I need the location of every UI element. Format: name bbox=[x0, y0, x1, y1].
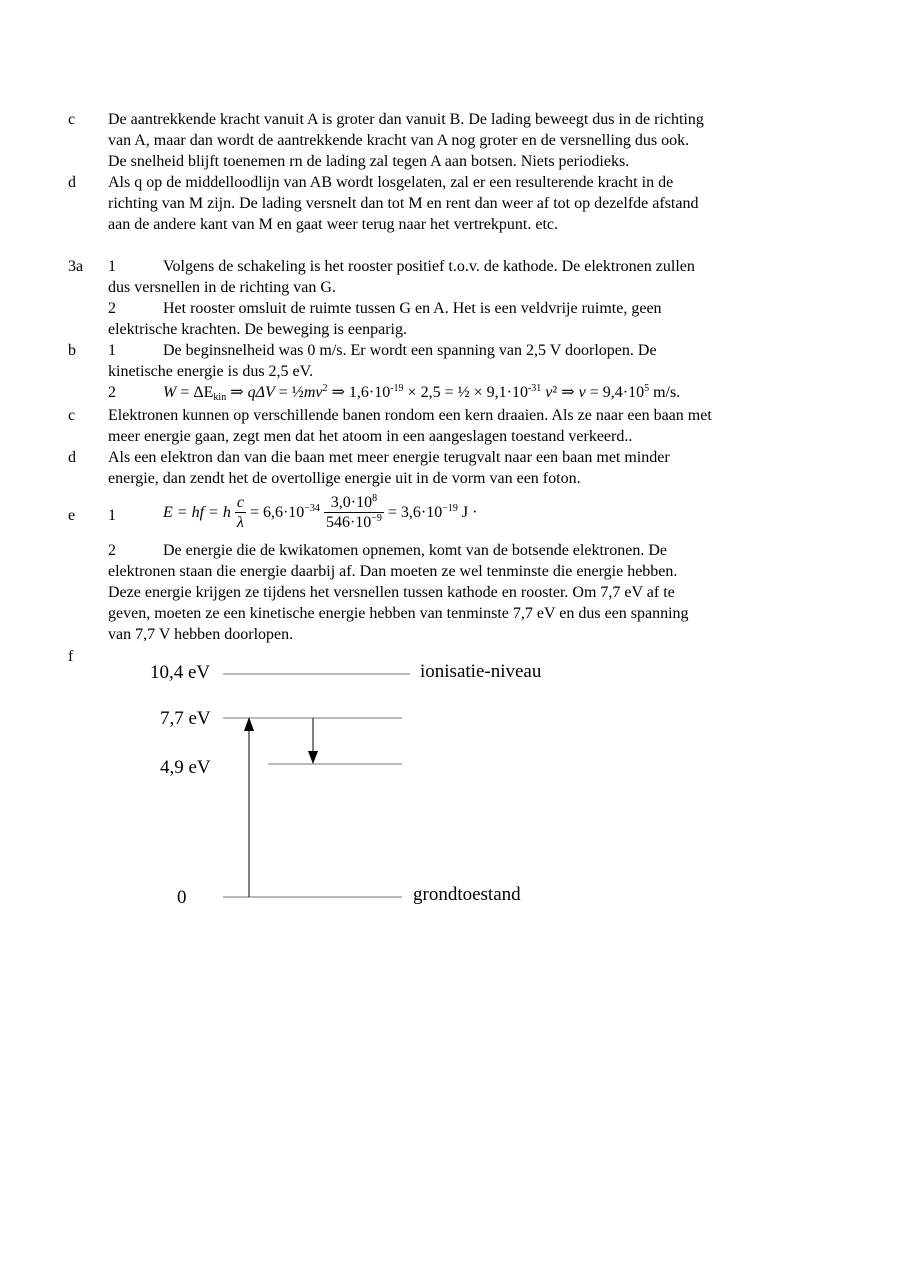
formula-part: v bbox=[545, 384, 553, 401]
formula-superscript: −34 bbox=[304, 503, 320, 514]
formula-part: J · bbox=[457, 504, 478, 521]
text-line: dus versnellen in de richting van G. bbox=[108, 279, 336, 296]
item-label: d bbox=[68, 449, 76, 466]
formula-part: v bbox=[578, 384, 586, 401]
formula-part: = 6,6·10 bbox=[249, 504, 305, 521]
text-line: De aantrekkende kracht vanuit A is groter dan vanuit B. De lading beweegt dus in de richting bbox=[108, 111, 704, 128]
text-line: geven, moeten ze een kinetische energie hebben van tenminste 7,7 eV en dus een spanning bbox=[108, 605, 689, 622]
item-label: e bbox=[68, 507, 76, 524]
excitation-arrowhead bbox=[244, 717, 254, 731]
formula-part: E bbox=[163, 504, 173, 521]
formula-part: m/s. bbox=[649, 384, 681, 401]
text-line: Als een elektron dan van die baan met meer energie terugvalt naar een baan met minder bbox=[108, 449, 670, 466]
fraction-numerator: c bbox=[236, 494, 244, 511]
formula-superscript: -31 bbox=[527, 383, 542, 394]
sub-item-number: 2 bbox=[108, 300, 116, 317]
sub-item-number: 2 bbox=[108, 542, 116, 559]
item-label: b bbox=[68, 342, 76, 359]
formula-part: ⇒ bbox=[226, 384, 248, 401]
formula-part: 546·10 bbox=[325, 514, 372, 531]
text-line: aan de andere kant van M en gaat weer terug naar het vertrekpunt. etc. bbox=[108, 216, 558, 233]
formula-superscript: −19 bbox=[442, 503, 458, 514]
text-line: Elektronen kunnen op verschillende banen rondom een kern draaien. Als ze naar een baan met bbox=[108, 407, 712, 424]
text-line: Deze energie krijgen ze tijdens het versnellen tussen kathode en rooster. Om 7,7 eV af te bbox=[108, 584, 675, 601]
formula-superscript: −9 bbox=[371, 513, 382, 524]
text-line: elektrische krachten. De beweging is eenparig. bbox=[108, 321, 407, 338]
item-label: d bbox=[68, 174, 76, 191]
formula-superscript: 2 bbox=[322, 383, 328, 394]
sub-item-number: 1 bbox=[108, 507, 116, 524]
item-label: f bbox=[68, 648, 74, 665]
sub-item-number: 1 bbox=[108, 258, 116, 275]
formula-part: qΔV bbox=[247, 384, 275, 401]
formula-superscript: 5 bbox=[644, 383, 650, 394]
formula-part: = 9,4·10 bbox=[585, 384, 645, 401]
formula-part: ² bbox=[552, 384, 558, 401]
formula-part: = ΔE bbox=[176, 384, 214, 401]
text-line: elektronen staan die energie daarbij af. Dan moeten ze wel tenminste die energie hebben. bbox=[108, 563, 678, 580]
text-line: De beginsnelheid was 0 m/s. Er wordt een spanning van 2,5 V doorlopen. De bbox=[163, 342, 657, 359]
item-label: c bbox=[68, 407, 76, 424]
formula-part: × 2,5 = ½ × 9,1·10 bbox=[403, 384, 528, 401]
sub-item-number: 2 bbox=[108, 384, 116, 401]
energy-label-4-9: 4,9 eV bbox=[160, 757, 211, 778]
text-line: De energie die de kwikatomen opnemen, komt van de botsende elektronen. De bbox=[163, 542, 667, 559]
text-line: Volgens de schakeling is het rooster positief t.o.v. de kathode. De elektronen zullen bbox=[163, 258, 695, 275]
text-line: energie, dan zendt het de overtollige energie uit in de vorm van een foton. bbox=[108, 470, 581, 487]
energy-label-7-7: 7,7 eV bbox=[160, 708, 211, 729]
formula-part: = ½ bbox=[274, 384, 304, 401]
formula-part: mv bbox=[303, 384, 323, 401]
formula-part: = 3,6·10 bbox=[387, 504, 443, 521]
formula-part: W bbox=[163, 384, 177, 401]
formula-part: ⇒ 1,6·10 bbox=[327, 384, 391, 401]
item-label: c bbox=[68, 111, 76, 128]
text-line: meer energie gaan, zegt men dat het atoom in een aangeslagen toestand verkeerd.. bbox=[108, 428, 633, 445]
emission-arrowhead bbox=[308, 751, 318, 764]
sub-item-number: 1 bbox=[108, 342, 116, 359]
formula-subscript: kin bbox=[213, 392, 227, 403]
formula-superscript: -19 bbox=[390, 383, 404, 394]
text-line: Als q op de middelloodlijn van AB wordt losgelaten, zal er een resulterende kracht in de bbox=[108, 174, 674, 191]
level-name-ground: grondtoestand bbox=[413, 884, 521, 905]
level-name-ionisation: ionisatie-niveau bbox=[420, 661, 542, 682]
formula-part: ⇒ bbox=[557, 384, 579, 401]
text-line: kinetische energie is dus 2,5 eV. bbox=[108, 363, 314, 380]
formula-part: 3,0·10 bbox=[330, 494, 373, 511]
text-line: van A, maar dan wordt de aantrekkende kracht van A nog groter en de versnelling dus ook. bbox=[108, 132, 690, 149]
formula-superscript: 8 bbox=[372, 493, 378, 504]
text-line: richting van M zijn. De lading versnelt dan tot M en rent dan weer af tot op dezelfde afstand bbox=[108, 195, 699, 212]
fraction-denominator: λ bbox=[236, 514, 244, 531]
text-line: Het rooster omsluit de ruimte tussen G en A. Het is een veldvrije ruimte, geen bbox=[163, 300, 662, 317]
text-line: De snelheid blijft toenemen rn de lading zal tegen A aan botsen. Niets periodieks. bbox=[108, 153, 630, 170]
item-label: 3a bbox=[68, 258, 84, 275]
formula-part: = hf = h bbox=[172, 504, 231, 521]
energy-label-ground: 0 bbox=[177, 887, 187, 908]
energy-label-10-4: 10,4 eV bbox=[150, 662, 211, 683]
text-line: van 7,7 V hebben doorlopen. bbox=[108, 626, 294, 643]
